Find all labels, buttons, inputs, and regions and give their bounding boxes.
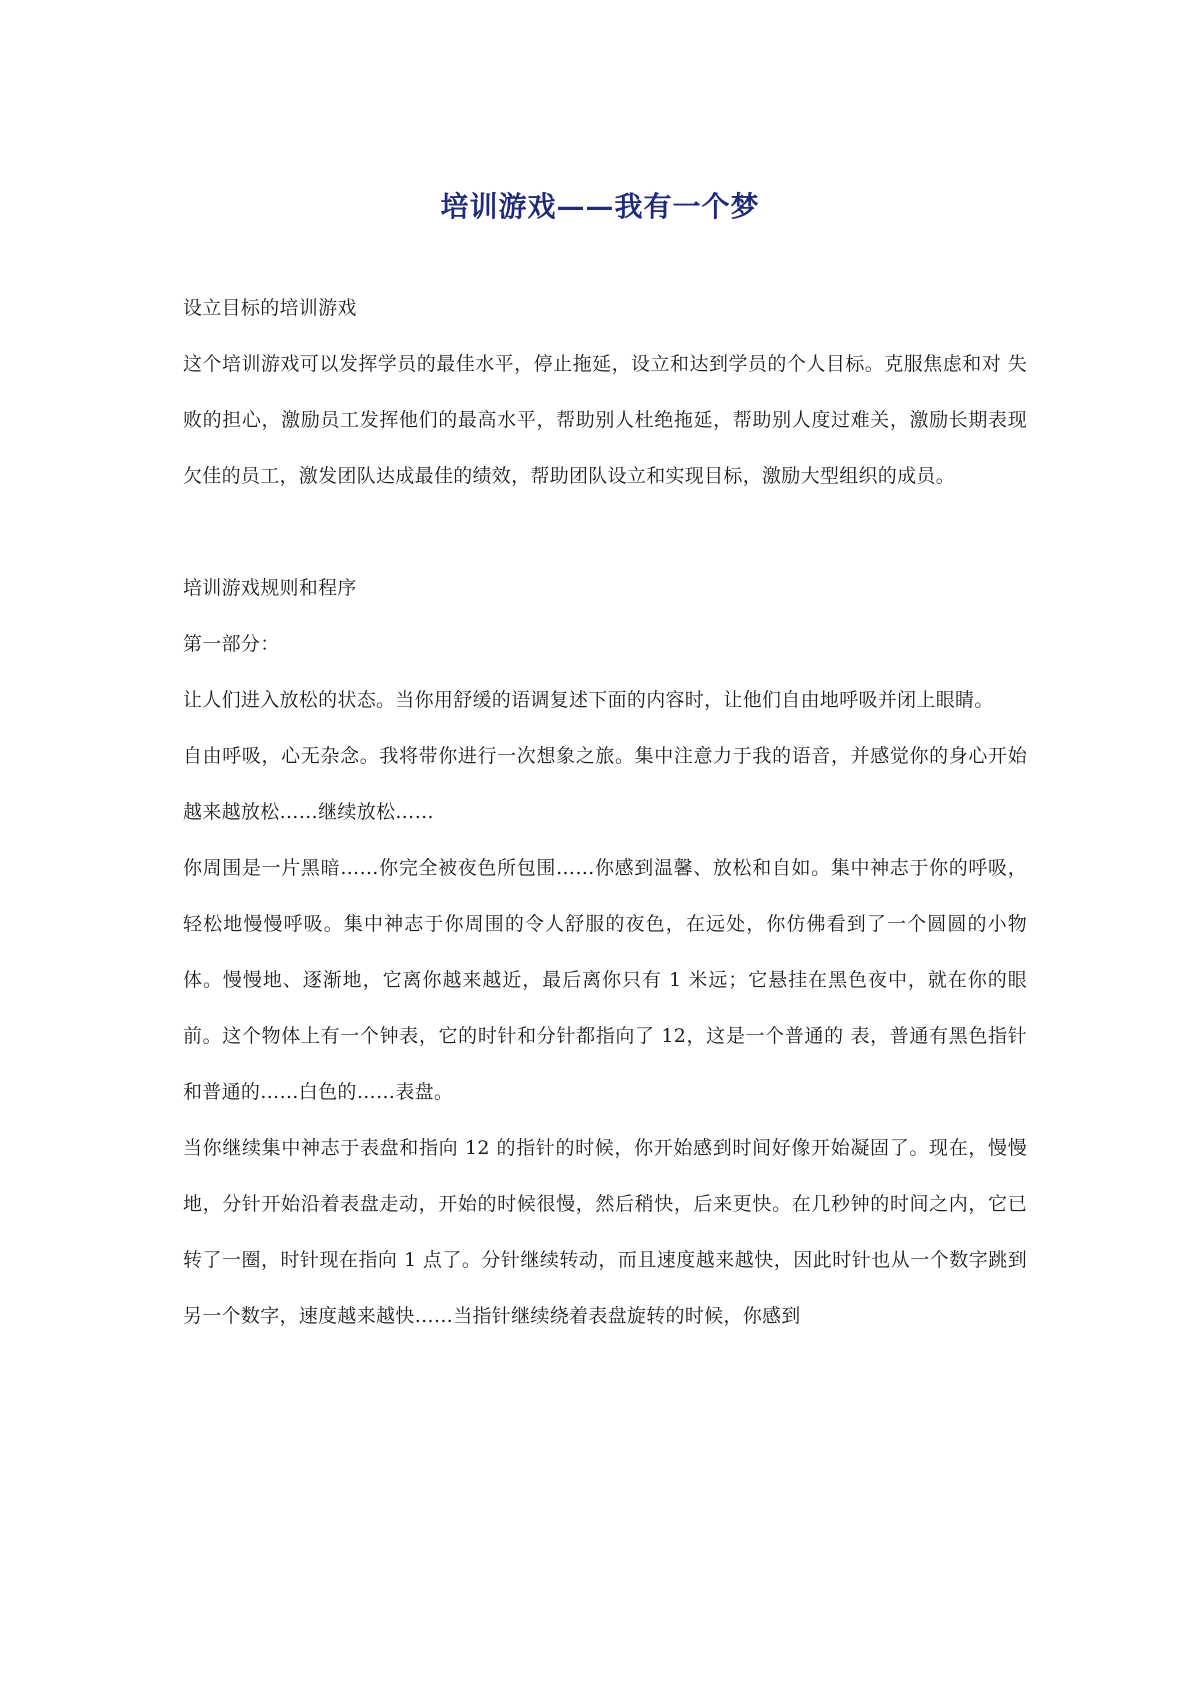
clock-hands-paragraph: 当你继续集中神志于表盘和指向 12 的指针的时候，你开始感到时间好像开始凝固了。现在，慢慢地，分针开始沿着表盘走动，开始的时候很慢，然后稍快，后来更快。在几秒钟的时间之内，它已转了一圈，时针现在指向 1 点了。分针继续转动，而且速度越来越快，因此时针也从一个数字跳到另一个数字，速度越来越快……当指针继续绕着表盘旋转的时候，你感到 <box>183 1137 1027 1327</box>
paragraph-spacer <box>183 504 1027 560</box>
intro-paragraph: 这个培训游戏可以发挥学员的最佳水平，停止拖延，设立和达到学员的个人目标。克服焦虑和对 失败的担心，激励员工发挥他们的最高水平，帮助别人杜绝拖延，帮助别人度过难关，激励长期表现欠佳的员工，激发团队达成最佳的绩效，帮助团队设立和实现目标，激励大型组织的成员。 <box>183 353 1027 487</box>
relaxation-instruction-paragraph: 让人们进入放松的状态。当你用舒缓的语调复述下面的内容时，让他们自由地呼吸并闭上眼睛。 <box>183 689 994 711</box>
breathing-paragraph: 自由呼吸，心无杂念。我将带你进行一次想象之旅。集中注意力于我的语音，并感觉你的身心开始越来越放松……继续放松…… <box>183 745 1027 823</box>
document-body <box>183 280 1027 1344</box>
darkness-clock-paragraph: 你周围是一片黑暗……你完全被夜色所包围……你感到温馨、放松和自如。集中神志于你的呼吸，轻松地慢慢呼吸。集中神志于你周围的令人舒服的夜色，在远处，你仿佛看到了一个圆圆的小物体。慢慢地、逐渐地，它离你越来越近，最后离你只有 1 米远；它悬挂在黑色夜中，就在你的眼前。这个物体上有一个钟表，它的时针和分针都指向了 12，这是一个普通的 表，普通有黑色指针和普通的……白色的……表盘。 <box>183 857 1027 1103</box>
document-title: 培训游戏——我有一个梦 <box>440 190 760 223</box>
part-one-heading: 第一部分： <box>183 633 280 655</box>
section-heading-goal-game: 设立目标的培训游戏 <box>183 297 357 319</box>
section-heading-rules: 培训游戏规则和程序 <box>183 577 357 599</box>
